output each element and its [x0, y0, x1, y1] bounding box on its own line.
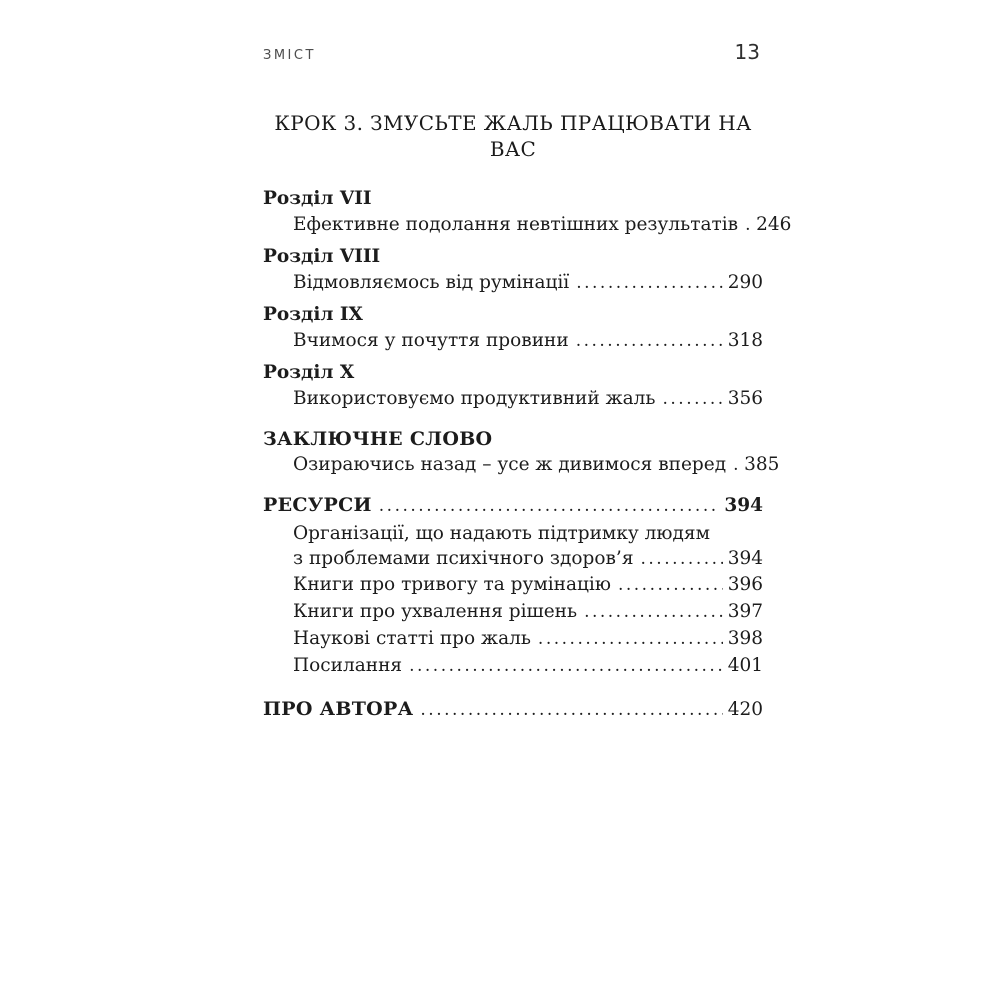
- about-author-page: 420: [727, 699, 763, 720]
- toc-entry: [263, 212, 792, 238]
- toc-entry: [263, 452, 780, 478]
- resource-item: [263, 626, 763, 652]
- chapter-title: Розділ IX: [263, 304, 363, 325]
- toc-entry-page: 246: [756, 214, 792, 235]
- resource-item: [263, 572, 763, 598]
- dot-leader: [745, 212, 751, 238]
- toc-entry: [263, 270, 763, 296]
- dot-leader: [409, 653, 723, 679]
- about-author-row: [263, 696, 763, 723]
- chapter-title: Розділ VIII: [263, 246, 381, 267]
- resource-item-page: 396: [727, 574, 763, 595]
- resource-item: [263, 599, 763, 625]
- toc-entry-title: Вчимося у почуття провини: [293, 330, 569, 351]
- closing-word-title: ЗАКЛЮЧНЕ СЛОВО: [263, 428, 493, 450]
- dot-leader: [420, 697, 722, 723]
- resource-item: [263, 521, 763, 571]
- resources-page: 394: [724, 495, 763, 516]
- dot-leader: [576, 328, 723, 354]
- dot-leader: [538, 626, 723, 652]
- resource-item-page: 401: [727, 655, 763, 676]
- resource-item-page: 397: [727, 601, 763, 622]
- resource-item-page: 398: [727, 628, 763, 649]
- table-of-contents: [263, 110, 792, 723]
- closing-word-group: [263, 426, 780, 478]
- dot-leader: [584, 599, 723, 625]
- toc-entry: [263, 386, 763, 412]
- page-number: 13: [734, 40, 760, 64]
- toc-entry-page: 290: [727, 272, 763, 293]
- toc-entry-title: Ефективне подолання невтішних результатів: [293, 214, 739, 235]
- resource-item-title: Наукові статті про жаль: [293, 628, 531, 649]
- resource-item-title: Книги про ухвалення рішень: [293, 601, 578, 622]
- dot-leader: [576, 270, 722, 296]
- resources-section: [263, 492, 763, 679]
- dot-leader: [641, 547, 723, 571]
- resources-row: [263, 492, 763, 519]
- running-head: [263, 40, 760, 64]
- part-heading: КРОК 3. ЗМУСЬТЕ ЖАЛЬ ПРАЦЮВАТИ НА ВАС: [274, 111, 752, 161]
- resource-item-page: 394: [727, 548, 763, 569]
- dot-leader: [662, 386, 722, 412]
- dot-leader: [618, 572, 723, 598]
- resources-title: РЕСУРСИ: [263, 494, 372, 516]
- resource-item: [263, 653, 763, 679]
- chapter-group: [263, 302, 763, 354]
- resource-item-title: Посилання: [293, 655, 403, 676]
- chapter-group: [263, 360, 763, 412]
- dot-leader: [379, 493, 720, 519]
- toc-entry-page: 356: [727, 388, 763, 409]
- chapter-group: [263, 244, 763, 296]
- resource-item-title: Книги про тривогу та румінацію: [293, 574, 611, 595]
- running-head-title: ЗМІСТ: [263, 48, 316, 63]
- resource-item-line1: Організації, що надають підтримку людям: [293, 523, 710, 544]
- about-author-section: [263, 696, 763, 723]
- toc-entry: [263, 547, 763, 571]
- toc-entry-title: Озираючись назад – усе ж дивимося вперед: [293, 454, 727, 475]
- dot-leader: [733, 452, 739, 478]
- toc-entry: [263, 328, 763, 354]
- toc-entry-title: Використовуємо продуктивний жаль: [293, 388, 656, 409]
- resource-item-line2: з проблемами психічного здоров’я: [293, 548, 634, 569]
- about-author-title: ПРО АВТОРА: [263, 698, 414, 720]
- chapter-group: [263, 186, 792, 238]
- chapter-title: Розділ X: [263, 362, 355, 383]
- toc-entry-page: 385: [744, 454, 780, 475]
- chapter-title: Розділ VII: [263, 188, 372, 209]
- resource-items: [263, 521, 763, 679]
- toc-entry-title: Відмовляємось від румінації: [293, 272, 570, 293]
- toc-entry-page: 318: [727, 330, 763, 351]
